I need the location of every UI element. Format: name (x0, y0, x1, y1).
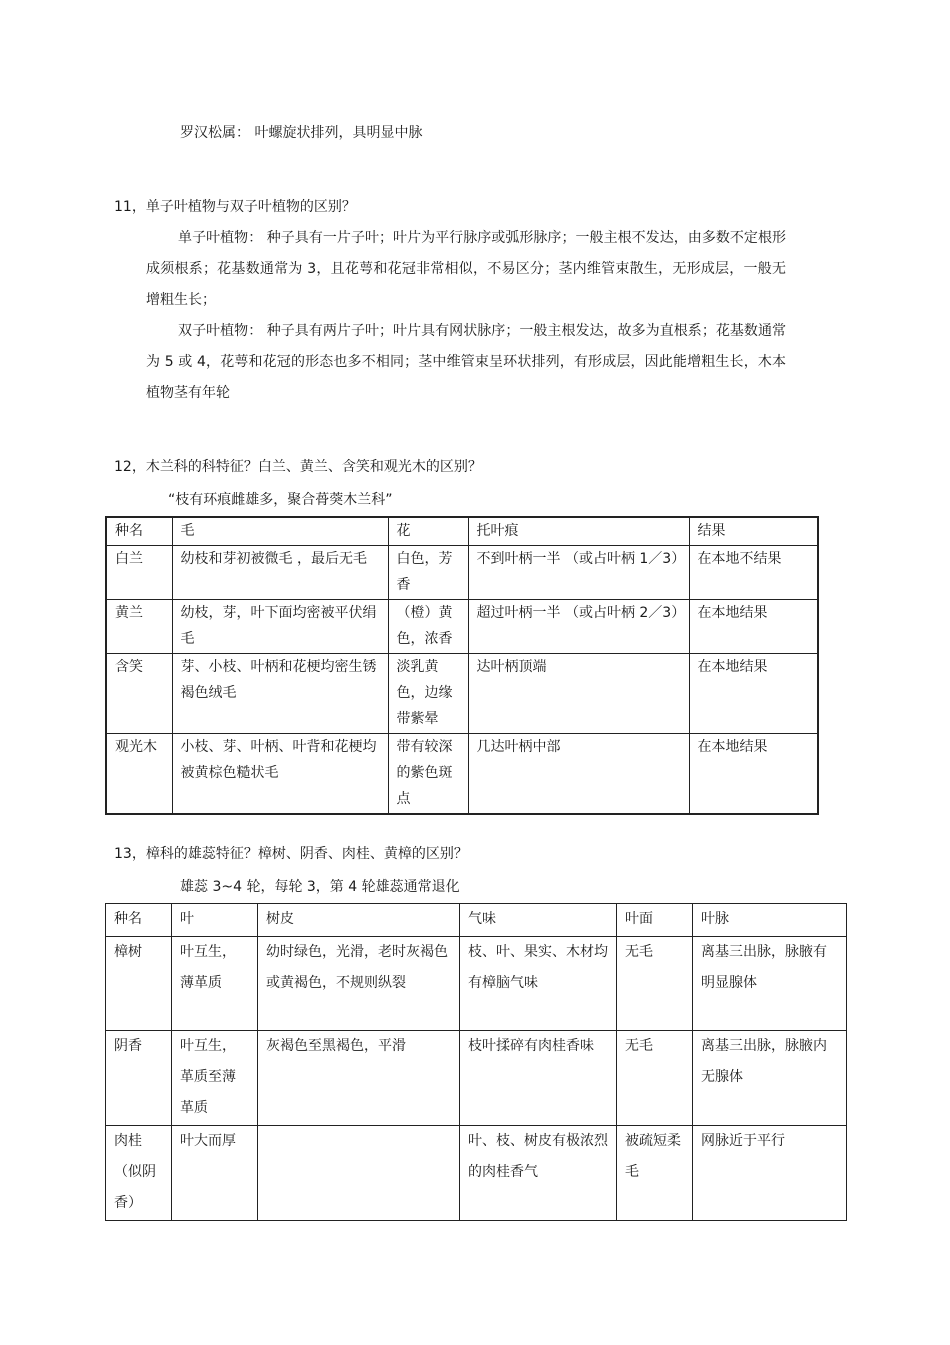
table-cell: 樟树 (106, 937, 172, 1031)
lauraceae-table (105, 903, 847, 1221)
table-cell: （橙）黄色，浓香 (388, 600, 468, 654)
table-cell: 灰褐色至黑褐色，平滑 (258, 1031, 460, 1126)
table-row (106, 734, 818, 815)
table-row (106, 937, 847, 1031)
table-cell: 离基三出脉，脉腋内无腺体 (693, 1031, 847, 1126)
luohansong-line: 罗汉松属： 叶螺旋状排列，具明显中脉 (180, 125, 423, 141)
table-cell: 小枝、芽、叶柄、叶背和花梗均被黄棕色糙状毛 (172, 734, 388, 815)
header-cell: 花 (388, 517, 468, 546)
table-cell: 达叶柄顶端 (468, 654, 689, 734)
table-cell: 无毛 (617, 1031, 693, 1126)
q12-motto: “枝有环痕雌雄多，聚合蓇葖木兰科” (168, 492, 393, 508)
table-cell: 在本地结果 (689, 600, 818, 654)
header-cell: 叶面 (617, 904, 693, 937)
header-cell: 种名 (106, 517, 172, 546)
q11-dicot-paragraph (146, 316, 786, 409)
table-cell: 在本地结果 (689, 654, 818, 734)
table-cell: 幼时绿色，光滑，老时灰褐色或黄褐色，不规则纵裂 (258, 937, 460, 1031)
table-row (106, 654, 818, 734)
table-cell: 几达叶柄中部 (468, 734, 689, 815)
table-cell: 在本地结果 (689, 734, 818, 815)
table-row (106, 600, 818, 654)
header-cell: 气味 (460, 904, 617, 937)
header-cell: 毛 (172, 517, 388, 546)
table-cell: 被疏短柔毛 (617, 1126, 693, 1221)
q13-note: 雄蕊 3~4 轮，每轮 3，第 4 轮雄蕊通常退化 (180, 879, 460, 895)
q13-title: 13，樟科的雄蕊特征？樟树、阴香、肉桂、黄樟的区别？ (114, 846, 468, 862)
table-cell: 淡乳黄色，边缘带紫晕 (388, 654, 468, 734)
table-cell: 带有较深的紫色斑点 (388, 734, 468, 815)
table-cell: 阴香 (106, 1031, 172, 1126)
q11-title: 11，单子叶植物与双子叶植物的区别？ (114, 199, 356, 215)
table-cell: 网脉近于平行 (693, 1126, 847, 1221)
table-cell: 无毛 (617, 937, 693, 1031)
header-cell: 托叶痕 (468, 517, 689, 546)
header-cell: 叶 (172, 904, 258, 937)
q11-monocot-text: 单子叶植物： 种子具有一片子叶；叶片为平行脉序或弧形脉序；一般主根不发达，由多数不定根形成须根系；花基数通常为 3，且花萼和花冠非常相似，不易区分；茎内维管束散生，无形成层，一般无增粗生长； (146, 230, 786, 308)
table-cell: 叶、枝、树皮有极浓烈的肉桂香气 (460, 1126, 617, 1221)
table-cell: 不到叶柄一半 （或占叶柄 1／3） (468, 546, 689, 600)
table-cell: 幼枝和芽初被微毛 ，最后无毛 (172, 546, 388, 600)
table-cell: 离基三出脉，脉腋有明显腺体 (693, 937, 847, 1031)
table-row (106, 1126, 847, 1221)
table-cell: 白兰 (106, 546, 172, 600)
header-cell: 树皮 (258, 904, 460, 937)
header-cell: 结果 (689, 517, 818, 546)
table-cell: 白色，芳香 (388, 546, 468, 600)
table-header-row (106, 904, 847, 937)
table-cell: 叶互生，革质至薄革质 (172, 1031, 258, 1126)
table-cell: 观光木 (106, 734, 172, 815)
table-header-row (106, 517, 818, 546)
table-cell: 含笑 (106, 654, 172, 734)
header-cell: 叶脉 (693, 904, 847, 937)
table-cell (258, 1126, 460, 1221)
q12-title: 12，木兰科的科特征？白兰、黄兰、含笑和观光木的区别？ (114, 459, 482, 475)
table-cell: 枝、叶、果实、木材均有樟脑气味 (460, 937, 617, 1031)
q11-monocot-paragraph (146, 223, 786, 316)
table-cell: 叶互生，薄革质 (172, 937, 258, 1031)
table-cell: 在本地不结果 (689, 546, 818, 600)
table-row (106, 546, 818, 600)
magnoliaceae-table (105, 516, 819, 815)
table-cell: 肉桂（似阴香） (106, 1126, 172, 1221)
table-cell: 黄兰 (106, 600, 172, 654)
table-cell: 幼枝，芽，叶下面均密被平伏绢毛 (172, 600, 388, 654)
table-cell: 枝叶揉碎有肉桂香味 (460, 1031, 617, 1126)
table-cell: 芽、小枝、叶柄和花梗均密生锈褐色绒毛 (172, 654, 388, 734)
table-cell: 叶大而厚 (172, 1126, 258, 1221)
table-cell: 超过叶柄一半 （或占叶柄 2／3） (468, 600, 689, 654)
header-cell: 种名 (106, 904, 172, 937)
q11-dicot-text: 双子叶植物： 种子具有两片子叶；叶片具有网状脉序；一般主根发达，故多为直根系；花基数通常为 5 或 4，花萼和花冠的形态也多不相同；茎中维管束呈环状排列，有形成层，因此能增粗生长，木本植物茎有年轮 (146, 323, 786, 401)
table-row (106, 1031, 847, 1126)
